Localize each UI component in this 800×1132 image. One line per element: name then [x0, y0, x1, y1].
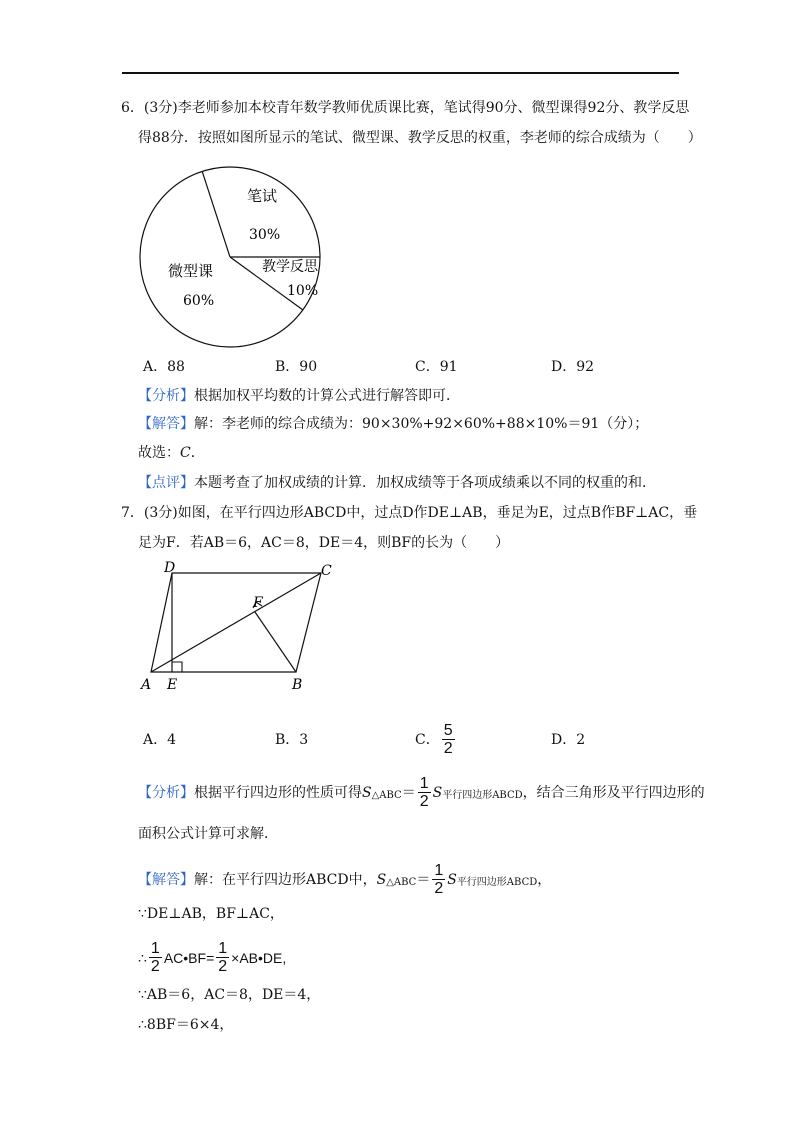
fraction-numerator: 1 — [150, 940, 160, 957]
label-a: A — [141, 677, 152, 693]
q7-step2-end: ×AB•DE, — [231, 949, 287, 966]
half-fraction — [149, 940, 162, 975]
pie-divider-1 — [202, 171, 230, 257]
q7-option-c-label: C． — [415, 731, 440, 748]
diagonal-ac — [151, 573, 321, 672]
fraction-denominator: 2 — [419, 793, 429, 810]
q6-option-b: B．90 — [275, 359, 318, 375]
q6-choice-suffix: ． — [190, 445, 205, 461]
q7-stem-line1: 7．(3分)如图，在平行四边形ABCD中，过点D作DE⊥AB，垂足为E，过点B作BF⊥AC，垂 — [121, 505, 698, 521]
q6-stem-line2: 得88分．按照如图所显示的笔试、微型课、教学反思的权重，李老师的综合成绩为（ ） — [138, 130, 702, 146]
q7-step4: ∴8BF＝6×4， — [138, 1017, 234, 1033]
label-f: F — [253, 595, 263, 611]
q7-parallelogram-figure — [138, 558, 348, 693]
equals-sign: ＝ — [416, 871, 431, 888]
q6-comment-text: 本题考查了加权成绩的计算．加权成绩等于各项成绩乘以不同的权重的和． — [194, 475, 656, 491]
area-symbol: S — [432, 784, 443, 801]
fraction-numerator: 1 — [419, 775, 429, 792]
fraction-numerator: 1 — [434, 862, 444, 879]
q7-stem-line2: 足为F．若AB＝6，AC＝8，DE＝4，则BF的长为（ ） — [138, 535, 510, 551]
q7-answer-text-a: 解：在平行四边形ABCD中， — [194, 871, 377, 888]
label-c: C — [321, 563, 332, 579]
q6-pie-chart — [138, 158, 338, 358]
answer-tag: 【解答】 — [138, 416, 194, 432]
fraction-denominator: 2 — [218, 958, 228, 975]
q7-answer-text-b: ， — [537, 871, 552, 888]
fraction-denominator: 2 — [443, 740, 453, 757]
q7-analysis-text-a: 根据平行四边形的性质可得 — [194, 784, 362, 801]
q7-step2 — [138, 940, 286, 975]
q7-step1: ∵DE⊥AB，BF⊥AC， — [138, 906, 284, 922]
area-symbol: S — [376, 871, 387, 888]
q7-analysis-line2: 面积公式计算可求解． — [138, 826, 278, 842]
top-rule — [122, 72, 679, 74]
analysis-tag: 【分析】 — [138, 388, 194, 404]
pie-pct-reflection: 10% — [287, 283, 319, 299]
pie-pct-written: 30% — [249, 227, 281, 243]
q6-stem-line1: 6．(3分)李老师参加本校青年数学教师优质课比赛，笔试得90分、微型课得92分、教学反思 — [121, 100, 690, 116]
q7-option-a: A．4 — [143, 732, 177, 748]
area-subscript-parallelogram: 平行四边形ABCD — [456, 876, 538, 888]
fraction-numerator: 1 — [218, 940, 228, 957]
q7-option-d: D．2 — [551, 732, 586, 748]
q6-choice — [138, 443, 205, 463]
label-d: D — [164, 560, 176, 576]
fraction-numerator: 5 — [443, 722, 453, 739]
q7-step2-mid: AC•BF= — [163, 949, 215, 966]
q6-answer-text: 解：李老师的综合成绩为：90×30%+92×60%+88×10%＝91（分）； — [194, 416, 649, 432]
comment-tag: 【点评】 — [138, 475, 194, 491]
right-angle-e — [172, 662, 182, 672]
q7-option-c — [415, 722, 457, 757]
area-symbol: S — [447, 871, 457, 888]
pie-label-written: 笔试 — [247, 187, 278, 205]
segment-bf — [255, 612, 296, 672]
equals-sign: ＝ — [401, 784, 416, 801]
pie-label-reflection: 教学反思 — [262, 259, 318, 275]
q7-analysis-line1 — [138, 775, 705, 810]
q6-option-c: C．91 — [415, 359, 458, 375]
q6-option-d: D．92 — [551, 359, 595, 375]
area-subscript-parallelogram: 平行四边形ABCD — [442, 789, 523, 801]
pie-label-microclass: 微型课 — [168, 262, 214, 280]
q6-choice-letter: C — [180, 445, 191, 461]
pie-pct-microclass: 60% — [183, 293, 215, 309]
q7-analysis-text-b: ，结合三角形及平行四边形的 — [522, 784, 705, 801]
half-fraction — [432, 862, 445, 897]
q6-answer — [138, 414, 648, 434]
label-b: B — [292, 677, 303, 693]
area-symbol: S — [362, 784, 372, 801]
half-fraction — [216, 940, 229, 975]
fraction-denominator: 2 — [434, 880, 444, 897]
label-e: E — [167, 677, 178, 693]
fraction-denominator: 2 — [150, 958, 160, 975]
q7-option-b: B．3 — [275, 732, 309, 748]
half-fraction — [418, 775, 431, 810]
therefore-symbol: ∴ — [138, 949, 147, 966]
q6-comment — [138, 473, 656, 493]
area-subscript-triangle: △ABC — [371, 789, 402, 801]
q7-answer-line1 — [138, 862, 551, 897]
analysis-tag: 【分析】 — [138, 784, 194, 801]
q6-analysis — [138, 386, 460, 406]
q7-step3: ∵AB＝6，AC＝8，DE＝4， — [138, 987, 321, 1003]
q6-analysis-text: 根据加权平均数的计算公式进行解答即可． — [194, 388, 460, 404]
q6-choice-prefix: 故选： — [138, 445, 180, 461]
q7-option-c-fraction — [442, 722, 455, 757]
area-subscript-triangle: △ABC — [386, 876, 417, 888]
answer-tag: 【解答】 — [138, 871, 194, 888]
q6-option-a: A．88 — [143, 359, 185, 375]
